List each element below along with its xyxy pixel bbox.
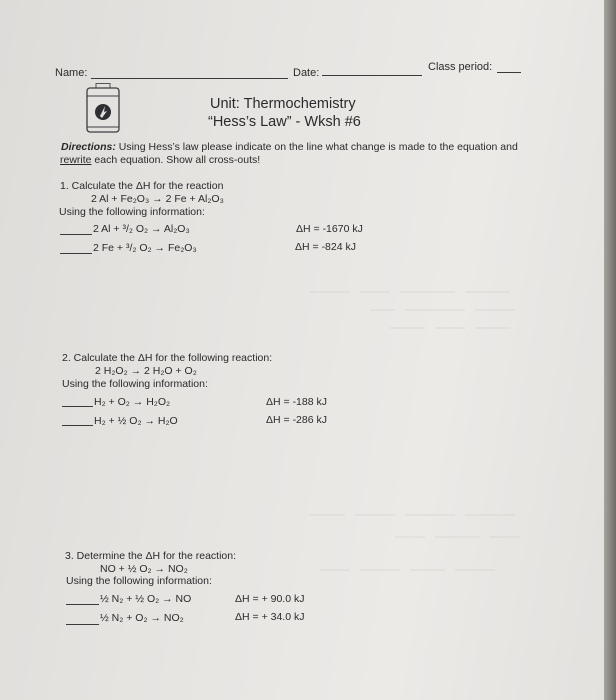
q2-dh2: ΔH = -286 kJ xyxy=(266,414,327,426)
bleed-through-texture xyxy=(300,280,530,350)
q3-eq1-blank[interactable] xyxy=(66,604,99,605)
table-edge xyxy=(604,0,616,700)
q1-using: Using the following information: xyxy=(59,206,205,218)
name-label: Name: xyxy=(55,67,88,79)
date-label: Date: xyxy=(293,67,320,79)
directions-line-2 xyxy=(60,154,260,166)
q2-eq1: H₂ + O₂ → H₂O₂ xyxy=(94,396,171,408)
q2-eq2-blank[interactable] xyxy=(62,425,93,426)
q3-dh1: ΔH = + 90.0 kJ xyxy=(235,593,305,605)
bleed-through-texture-lower xyxy=(300,495,530,580)
q1-reaction: 2 Al + Fe₂O₃ → 2 Fe + Al₂O₃ xyxy=(91,193,224,205)
name-line[interactable] xyxy=(91,78,288,79)
q1-eq1-blank[interactable] xyxy=(60,234,92,235)
directions-label: Directions: xyxy=(61,141,116,153)
q3-prompt: 3. Determine the ΔH for the reaction: xyxy=(65,550,237,562)
q1-prompt: 1. Calculate the ΔH for the reaction xyxy=(60,180,224,192)
directions-rewrite: rewrite xyxy=(60,154,92,166)
q2-prompt: 2. Calculate the ΔH for the following reaction: xyxy=(62,352,273,364)
q1-eq2-blank[interactable] xyxy=(60,253,92,254)
q2-eq2: H₂ + ½ O₂ → H₂O xyxy=(94,415,178,427)
q2-using: Using the following information: xyxy=(62,378,208,390)
fire-extinguisher-icon xyxy=(84,83,122,133)
q1-eq2: 2 Fe + ³/₂ O₂ → Fe₂O₃ xyxy=(93,242,197,254)
q2-reaction: 2 H₂O₂ → 2 H₂O + O₂ xyxy=(95,365,197,377)
q3-dh2: ΔH = + 34.0 kJ xyxy=(235,611,305,623)
q3-eq2: ½ N₂ + O₂ → NO₂ xyxy=(100,612,184,624)
worksheet-title: “Hess’s Law” - Wksh #6 xyxy=(208,114,361,130)
q1-dh1: ΔH = -1670 kJ xyxy=(296,223,363,235)
directions-line-1 xyxy=(61,141,518,153)
q3-eq1: ½ N₂ + ½ O₂ → NO xyxy=(100,593,192,605)
q3-using: Using the following information: xyxy=(66,575,212,587)
q2-eq1-blank[interactable] xyxy=(62,406,93,407)
class-period-line[interactable] xyxy=(497,72,521,73)
q1-dh2: ΔH = -824 kJ xyxy=(295,241,356,253)
class-period-label: Class period: xyxy=(428,61,493,73)
date-line[interactable] xyxy=(322,75,422,76)
q3-eq2-blank[interactable] xyxy=(66,624,99,625)
q2-dh1: ΔH = -188 kJ xyxy=(266,396,327,408)
directions-text: Using Hess’s law please indicate on the line what change is made to the equation and xyxy=(115,141,518,153)
directions-text-2: each equation. Show all cross-outs! xyxy=(91,154,261,166)
unit-title: Unit: Thermochemistry xyxy=(210,96,356,112)
q3-reaction: NO + ½ O₂ → NO₂ xyxy=(100,563,188,575)
q1-eq1: 2 Al + ³/₂ O₂ → Al₂O₃ xyxy=(93,223,190,235)
